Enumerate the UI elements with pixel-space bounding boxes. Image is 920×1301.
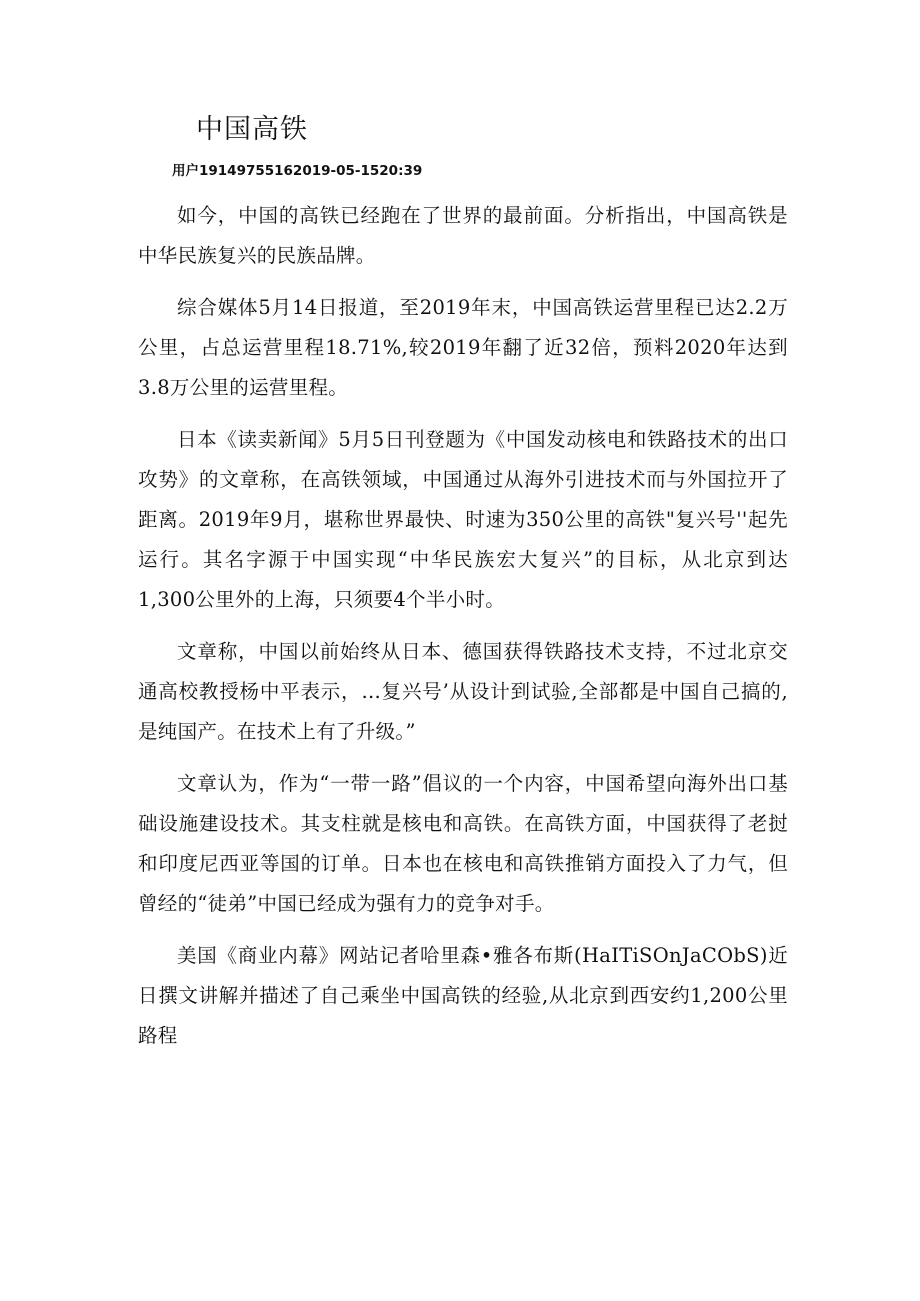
paragraph: 综合媒体5月14日报道，至2019年末，中国高铁运营里程已达2.2万公里，占总运营里程18.71%,较2019年翻了近32倍，预料2020年达到3.8万公里的运营里程。 [138, 296, 788, 399]
author-timestamp-line: 用户19149755162019-05-1520:39 [172, 163, 423, 179]
paragraph: 如今，中国的高铁已经跑在了世界的最前面。分析指出，中国高铁是中华民族复兴的民族品牌。 [138, 204, 788, 267]
paragraph: 文章认为，作为“一带一路”倡议的一个内容，中国希望向海外出口基础设施建设技术。其支柱就是核电和高铁。在高铁方面，中国获得了老挝和印度尼西亚等国的订单。日本也在核电和高铁推销方面投入了力气，但曾经的“徒弟”中国已经成为强有力的竞争对手。 [138, 772, 788, 915]
paragraph: 文章称，中国以前始终从日本、德国获得铁路技术支持，不过北京交通高校教授杨中平表示，…复兴号’从设计到试验,全部都是中国自己搞的,是纯国产。在技术上有了升级。” [138, 640, 788, 743]
paragraph: 日本《读卖新闻》5月5日刊登题为《中国发动核电和铁路技术的出口攻势》的文章称，在高铁领域，中国通过从海外引进技术而与外国拉开了距离。2019年9月，堪称世界最快、时速为350公里的高铁"复兴号''起先运行。其名字源于中国实现“中华民族宏大复兴”的目标，从北京到达1,300公里外的上海，只须要4个半小时。 [138, 428, 788, 611]
paragraph: 美国《商业内幕》网站记者哈里森•雅各布斯(HaITiSOnJaCObS)近日撰文讲解并描述了自己乘坐中国高铁的经验,从北京到西安约1,200公里路程 [138, 944, 788, 1047]
document-title: 中国高铁 [196, 114, 308, 145]
article-body [138, 196, 788, 1068]
